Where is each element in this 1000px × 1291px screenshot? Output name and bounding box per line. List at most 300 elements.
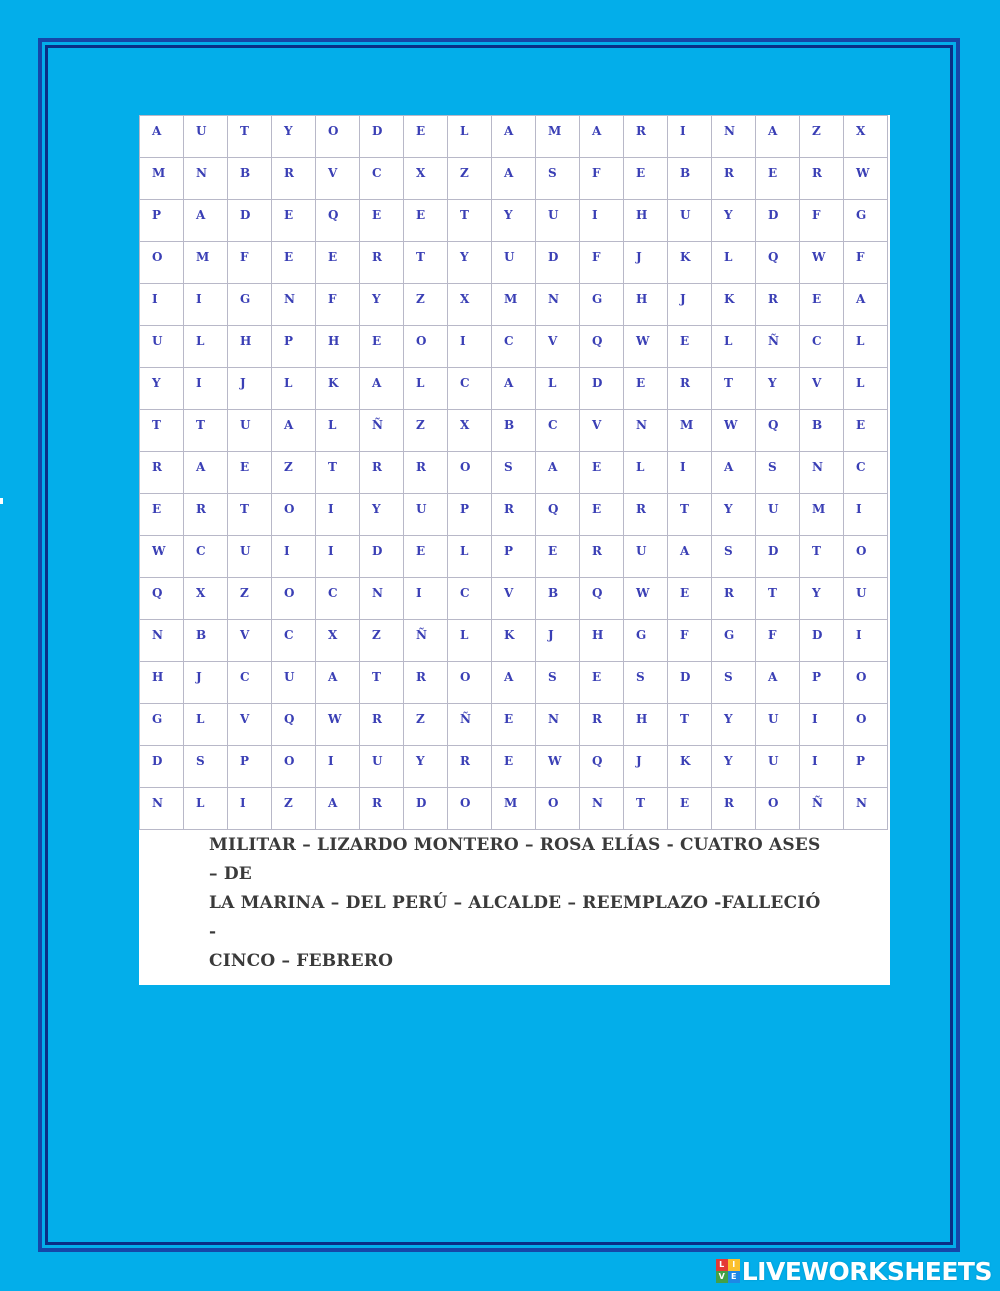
grid-cell[interactable]: U (756, 704, 800, 746)
word-search-grid (139, 115, 888, 830)
grid-cell[interactable]: I (668, 452, 712, 494)
grid-cell[interactable]: H (316, 326, 360, 368)
grid-cell[interactable]: S (624, 662, 668, 704)
grid-cell[interactable]: Ñ (800, 788, 844, 830)
grid-cell[interactable]: X (844, 116, 888, 158)
grid-cell[interactable]: L (272, 368, 316, 410)
grid-cell[interactable]: E (404, 200, 448, 242)
grid-cell[interactable]: U (360, 746, 404, 788)
grid-cell[interactable]: X (404, 158, 448, 200)
grid-cell[interactable]: O (756, 788, 800, 830)
grid-cell[interactable]: E (668, 326, 712, 368)
grid-cell[interactable]: W (712, 410, 756, 452)
grid-cell[interactable]: C (360, 158, 404, 200)
word-list-line: MILITAR – LIZARDO MONTERO – ROSA ELÍAS - CUATRO ASES – DE (209, 835, 821, 884)
grid-cell[interactable]: I (448, 326, 492, 368)
grid-cell[interactable]: J (624, 242, 668, 284)
grid-cell[interactable]: M (668, 410, 712, 452)
grid-cell[interactable]: K (668, 242, 712, 284)
grid-cell[interactable]: F (580, 242, 624, 284)
grid-cell[interactable]: I (800, 704, 844, 746)
grid-cell[interactable]: W (536, 746, 580, 788)
grid-cell[interactable]: M (140, 158, 184, 200)
grid-cell[interactable]: R (404, 452, 448, 494)
grid-cell[interactable]: W (624, 578, 668, 620)
grid-cell[interactable]: T (448, 200, 492, 242)
grid-cell[interactable]: E (316, 242, 360, 284)
grid-cell[interactable]: F (580, 158, 624, 200)
grid-cell[interactable]: G (580, 284, 624, 326)
grid-cell[interactable]: O (844, 662, 888, 704)
grid-cell[interactable]: U (756, 494, 800, 536)
grid-cell[interactable]: C (492, 326, 536, 368)
grid-cell[interactable]: P (140, 200, 184, 242)
grid-cell[interactable]: I (844, 494, 888, 536)
grid-cell[interactable]: F (228, 242, 272, 284)
grid-cell[interactable]: D (360, 536, 404, 578)
grid-cell[interactable]: O (448, 452, 492, 494)
grid-cell[interactable]: R (360, 242, 404, 284)
grid-cell[interactable]: W (800, 242, 844, 284)
grid-cell[interactable]: L (184, 704, 228, 746)
grid-cell[interactable]: Y (492, 200, 536, 242)
grid-cell[interactable]: H (140, 662, 184, 704)
grid-cell[interactable]: L (316, 410, 360, 452)
grid-cell[interactable]: O (404, 326, 448, 368)
grid-cell[interactable]: E (492, 704, 536, 746)
grid-cell[interactable]: N (624, 410, 668, 452)
grid-cell[interactable]: K (316, 368, 360, 410)
grid-cell[interactable]: A (756, 662, 800, 704)
grid-cell[interactable]: H (624, 200, 668, 242)
grid-cell[interactable]: A (492, 662, 536, 704)
grid-cell[interactable]: B (800, 410, 844, 452)
grid-cell[interactable]: D (228, 200, 272, 242)
grid-cell[interactable]: D (404, 788, 448, 830)
grid-cell[interactable]: Y (712, 200, 756, 242)
grid-cell[interactable]: B (184, 620, 228, 662)
grid-cell[interactable]: L (844, 368, 888, 410)
grid-cell[interactable]: T (184, 410, 228, 452)
grid-cell[interactable]: K (668, 746, 712, 788)
grid-cell[interactable]: J (536, 620, 580, 662)
grid-cell[interactable]: C (800, 326, 844, 368)
grid-cell[interactable]: F (756, 620, 800, 662)
grid-cell[interactable]: R (624, 494, 668, 536)
grid-cell[interactable]: M (184, 242, 228, 284)
grid-cell[interactable]: L (448, 116, 492, 158)
grid-cell[interactable]: A (492, 368, 536, 410)
grid-cell[interactable]: A (712, 452, 756, 494)
grid-cell[interactable]: M (800, 494, 844, 536)
grid-cell[interactable]: I (844, 620, 888, 662)
grid-cell[interactable]: N (140, 620, 184, 662)
grid-cell[interactable]: J (624, 746, 668, 788)
grid-cell[interactable]: Q (316, 200, 360, 242)
grid-cell[interactable]: W (844, 158, 888, 200)
grid-cell[interactable]: F (800, 200, 844, 242)
grid-cell[interactable]: O (844, 704, 888, 746)
grid-cell[interactable]: V (228, 704, 272, 746)
grid-cell[interactable]: R (448, 746, 492, 788)
grid-cell[interactable]: G (712, 620, 756, 662)
grid-cell[interactable]: L (712, 242, 756, 284)
grid-cell[interactable]: Z (404, 284, 448, 326)
grid-cell[interactable]: R (580, 704, 624, 746)
grid-cell[interactable]: U (184, 116, 228, 158)
grid-cell[interactable]: Y (712, 746, 756, 788)
grid-cell[interactable]: Z (800, 116, 844, 158)
grid-cell[interactable]: I (184, 368, 228, 410)
grid-cell[interactable]: N (536, 284, 580, 326)
grid-cell[interactable]: R (668, 368, 712, 410)
grid-cell[interactable]: Q (580, 746, 624, 788)
grid-cell[interactable]: Z (228, 578, 272, 620)
grid-cell[interactable]: R (360, 452, 404, 494)
grid-cell[interactable]: O (536, 788, 580, 830)
grid-cell[interactable]: L (448, 536, 492, 578)
grid-cell[interactable]: U (228, 410, 272, 452)
grid-cell[interactable]: Ñ (756, 326, 800, 368)
grid-cell[interactable]: V (492, 578, 536, 620)
grid-cell[interactable]: Ñ (404, 620, 448, 662)
grid-cell[interactable]: Y (272, 116, 316, 158)
grid-cell[interactable]: P (492, 536, 536, 578)
grid-cell[interactable]: A (668, 536, 712, 578)
grid-cell[interactable]: P (800, 662, 844, 704)
grid-cell[interactable]: L (624, 452, 668, 494)
grid-cell[interactable]: Y (756, 368, 800, 410)
grid-cell[interactable]: V (800, 368, 844, 410)
grid-cell[interactable]: D (580, 368, 624, 410)
grid-cell[interactable]: R (712, 158, 756, 200)
grid-cell[interactable]: E (624, 368, 668, 410)
word-list-line: LA MARINA – DEL PERÚ – ALCALDE – REEMPLAZO -FALLECIÓ - (209, 893, 821, 942)
grid-cell[interactable]: B (492, 410, 536, 452)
grid-cell[interactable]: C (184, 536, 228, 578)
grid-cell[interactable]: E (360, 200, 404, 242)
grid-cell[interactable]: R (360, 704, 404, 746)
grid-cell[interactable]: F (844, 242, 888, 284)
grid-cell[interactable]: A (360, 368, 404, 410)
grid-cell[interactable]: A (844, 284, 888, 326)
grid-cell[interactable]: C (228, 662, 272, 704)
grid-cell[interactable]: E (272, 200, 316, 242)
grid-cell[interactable]: M (492, 788, 536, 830)
grid-cell[interactable]: I (404, 578, 448, 620)
grid-cell[interactable]: I (580, 200, 624, 242)
grid-cell[interactable]: Q (272, 704, 316, 746)
grid-cell[interactable]: A (140, 116, 184, 158)
grid-cell[interactable]: M (536, 116, 580, 158)
grid-cell[interactable]: T (624, 788, 668, 830)
grid-cell[interactable]: K (492, 620, 536, 662)
grid-cell[interactable]: U (228, 536, 272, 578)
grid-cell[interactable]: T (228, 494, 272, 536)
grid-cell[interactable]: R (272, 158, 316, 200)
grid-cell[interactable]: O (272, 494, 316, 536)
grid-cell[interactable]: R (712, 788, 756, 830)
grid-cell[interactable]: R (712, 578, 756, 620)
grid-cell[interactable]: Q (580, 326, 624, 368)
grid-cell[interactable]: U (844, 578, 888, 620)
grid-cell[interactable]: A (272, 410, 316, 452)
grid-cell[interactable]: Q (756, 242, 800, 284)
grid-cell[interactable]: A (580, 116, 624, 158)
grid-cell[interactable]: E (844, 410, 888, 452)
grid-cell[interactable]: E (404, 116, 448, 158)
grid-cell[interactable]: W (624, 326, 668, 368)
grid-cell[interactable]: H (228, 326, 272, 368)
grid-cell[interactable]: A (492, 158, 536, 200)
worksheet-sheet (139, 115, 890, 985)
grid-cell[interactable]: E (580, 452, 624, 494)
grid-cell[interactable]: C (536, 410, 580, 452)
grid-cell[interactable]: A (316, 662, 360, 704)
grid-cell[interactable]: C (448, 578, 492, 620)
grid-cell[interactable]: B (668, 158, 712, 200)
grid-cell[interactable]: D (140, 746, 184, 788)
grid-cell[interactable]: T (668, 494, 712, 536)
grid-cell[interactable]: E (360, 326, 404, 368)
grid-cell[interactable]: U (492, 242, 536, 284)
grid-cell[interactable]: X (448, 284, 492, 326)
grid-cell[interactable]: U (624, 536, 668, 578)
grid-cell[interactable]: N (536, 704, 580, 746)
grid-cell[interactable]: O (272, 746, 316, 788)
grid-cell[interactable]: I (316, 746, 360, 788)
grid-cell[interactable]: S (536, 662, 580, 704)
grid-cell[interactable]: Y (448, 242, 492, 284)
grid-cell[interactable]: O (272, 578, 316, 620)
grid-cell[interactable]: D (756, 536, 800, 578)
grid-cell[interactable]: H (624, 704, 668, 746)
grid-cell[interactable]: U (536, 200, 580, 242)
grid-cell[interactable]: A (316, 788, 360, 830)
grid-cell[interactable]: I (668, 116, 712, 158)
grid-cell[interactable]: Y (404, 746, 448, 788)
grid-cell[interactable]: G (844, 200, 888, 242)
grid-cell[interactable]: N (360, 578, 404, 620)
grid-cell[interactable]: N (580, 788, 624, 830)
grid-cell[interactable]: Y (140, 368, 184, 410)
grid-cell[interactable]: P (448, 494, 492, 536)
logo-square: I (728, 1259, 740, 1271)
grid-cell[interactable]: T (404, 242, 448, 284)
grid-cell[interactable]: Y (712, 494, 756, 536)
grid-cell[interactable]: N (800, 452, 844, 494)
grid-cell[interactable]: J (184, 662, 228, 704)
grid-cell[interactable]: N (184, 158, 228, 200)
grid-cell[interactable]: A (536, 452, 580, 494)
grid-cell[interactable]: V (228, 620, 272, 662)
grid-cell[interactable]: E (668, 788, 712, 830)
grid-cell[interactable]: W (140, 536, 184, 578)
grid-cell[interactable]: T (712, 368, 756, 410)
grid-cell[interactable]: Q (140, 578, 184, 620)
grid-cell[interactable]: R (756, 284, 800, 326)
liveworksheets-logo-icon (716, 1259, 740, 1283)
grid-cell[interactable]: I (272, 536, 316, 578)
grid-cell[interactable]: C (844, 452, 888, 494)
grid-cell[interactable]: S (712, 662, 756, 704)
grid-cell[interactable]: Y (800, 578, 844, 620)
grid-cell[interactable]: X (448, 410, 492, 452)
grid-cell[interactable]: G (624, 620, 668, 662)
grid-cell[interactable]: L (404, 368, 448, 410)
grid-cell[interactable]: K (712, 284, 756, 326)
grid-cell[interactable]: W (316, 704, 360, 746)
grid-cell[interactable]: E (756, 158, 800, 200)
grid-cell[interactable]: V (536, 326, 580, 368)
grid-cell[interactable]: X (316, 620, 360, 662)
grid-cell[interactable]: I (228, 788, 272, 830)
grid-cell[interactable]: Z (272, 788, 316, 830)
grid-cell[interactable]: L (184, 326, 228, 368)
grid-cell[interactable]: T (316, 452, 360, 494)
grid-cell[interactable]: U (668, 200, 712, 242)
grid-cell[interactable]: L (184, 788, 228, 830)
word-list-line: CINCO – FEBRERO (209, 951, 394, 971)
grid-cell[interactable]: E (492, 746, 536, 788)
word-list (209, 831, 829, 976)
grid-cell[interactable]: D (668, 662, 712, 704)
grid-cell[interactable]: Q (580, 578, 624, 620)
grid-cell[interactable]: C (316, 578, 360, 620)
grid-cell[interactable]: R (580, 536, 624, 578)
grid-cell[interactable]: U (404, 494, 448, 536)
grid-cell[interactable]: R (360, 788, 404, 830)
grid-cell[interactable]: O (844, 536, 888, 578)
grid-cell[interactable]: S (756, 452, 800, 494)
grid-cell[interactable]: P (272, 326, 316, 368)
grid-cell[interactable]: E (536, 536, 580, 578)
grid-cell[interactable]: R (800, 158, 844, 200)
grid-cell[interactable]: T (228, 116, 272, 158)
grid-cell[interactable]: L (712, 326, 756, 368)
grid-cell[interactable]: Z (272, 452, 316, 494)
grid-cell[interactable]: I (316, 494, 360, 536)
grid-cell[interactable]: F (316, 284, 360, 326)
grid-cell[interactable]: J (228, 368, 272, 410)
grid-cell[interactable]: D (800, 620, 844, 662)
grid-cell[interactable]: X (184, 578, 228, 620)
grid-cell[interactable]: E (140, 494, 184, 536)
grid-cell[interactable]: N (844, 788, 888, 830)
grid-cell[interactable]: Ñ (360, 410, 404, 452)
grid-cell[interactable]: I (140, 284, 184, 326)
grid-cell[interactable]: S (712, 536, 756, 578)
grid-cell[interactable]: T (360, 662, 404, 704)
grid-cell[interactable]: A (184, 200, 228, 242)
grid-cell[interactable]: C (272, 620, 316, 662)
edge-mark (0, 498, 3, 504)
grid-cell[interactable]: Q (756, 410, 800, 452)
grid-cell[interactable]: B (536, 578, 580, 620)
grid-cell[interactable]: L (536, 368, 580, 410)
grid-cell[interactable]: E (668, 578, 712, 620)
grid-cell[interactable]: H (624, 284, 668, 326)
grid-cell[interactable]: M (492, 284, 536, 326)
grid-cell[interactable]: E (580, 662, 624, 704)
grid-cell[interactable]: T (140, 410, 184, 452)
grid-cell[interactable]: N (712, 116, 756, 158)
grid-cell[interactable]: E (624, 158, 668, 200)
grid-cell[interactable]: U (140, 326, 184, 368)
grid-cell[interactable]: S (492, 452, 536, 494)
grid-cell[interactable]: Y (712, 704, 756, 746)
grid-cell[interactable]: S (184, 746, 228, 788)
grid-cell[interactable]: Z (404, 704, 448, 746)
grid-cell[interactable]: R (624, 116, 668, 158)
grid-cell[interactable]: R (404, 662, 448, 704)
grid-cell[interactable]: D (756, 200, 800, 242)
grid-cell[interactable]: V (316, 158, 360, 200)
grid-cell[interactable]: A (492, 116, 536, 158)
grid-cell[interactable]: H (580, 620, 624, 662)
grid-cell[interactable]: S (536, 158, 580, 200)
grid-cell[interactable]: Z (448, 158, 492, 200)
grid-cell[interactable]: I (184, 284, 228, 326)
grid-cell[interactable]: L (844, 326, 888, 368)
grid-cell[interactable]: I (800, 746, 844, 788)
grid-cell[interactable]: C (448, 368, 492, 410)
grid-cell[interactable]: E (404, 536, 448, 578)
grid-cell[interactable]: Y (360, 494, 404, 536)
grid-cell[interactable]: T (668, 704, 712, 746)
grid-cell[interactable]: I (316, 536, 360, 578)
grid-cell[interactable]: D (536, 242, 580, 284)
grid-cell[interactable]: P (844, 746, 888, 788)
grid-cell[interactable]: E (800, 284, 844, 326)
grid-cell[interactable]: N (140, 788, 184, 830)
grid-cell[interactable]: B (228, 158, 272, 200)
grid-cell[interactable]: O (448, 788, 492, 830)
grid-cell[interactable]: P (228, 746, 272, 788)
grid-cell[interactable]: Z (404, 410, 448, 452)
grid-cell[interactable]: Q (536, 494, 580, 536)
grid-cell[interactable]: E (580, 494, 624, 536)
grid-cell[interactable]: Ñ (448, 704, 492, 746)
grid-cell[interactable]: N (272, 284, 316, 326)
grid-cell[interactable]: F (668, 620, 712, 662)
grid-cell[interactable]: U (272, 662, 316, 704)
grid-cell[interactable]: Y (360, 284, 404, 326)
grid-cell[interactable]: G (228, 284, 272, 326)
grid-cell[interactable]: T (756, 578, 800, 620)
grid-cell[interactable]: O (316, 116, 360, 158)
grid-cell[interactable]: V (580, 410, 624, 452)
grid-cell[interactable]: A (184, 452, 228, 494)
grid-cell[interactable]: T (800, 536, 844, 578)
grid-cell[interactable]: L (448, 620, 492, 662)
grid-cell[interactable]: E (228, 452, 272, 494)
logo-square: L (716, 1259, 728, 1271)
grid-cell[interactable]: O (140, 242, 184, 284)
grid-cell[interactable]: U (756, 746, 800, 788)
grid-cell[interactable]: Z (360, 620, 404, 662)
grid-cell[interactable]: G (140, 704, 184, 746)
grid-cell[interactable]: D (360, 116, 404, 158)
logo-square: E (728, 1271, 740, 1283)
grid-cell[interactable]: R (492, 494, 536, 536)
grid-cell[interactable]: R (140, 452, 184, 494)
grid-cell[interactable]: E (272, 242, 316, 284)
grid-cell[interactable]: J (668, 284, 712, 326)
grid-cell[interactable]: A (756, 116, 800, 158)
grid-cell[interactable]: O (448, 662, 492, 704)
grid-cell[interactable]: R (184, 494, 228, 536)
